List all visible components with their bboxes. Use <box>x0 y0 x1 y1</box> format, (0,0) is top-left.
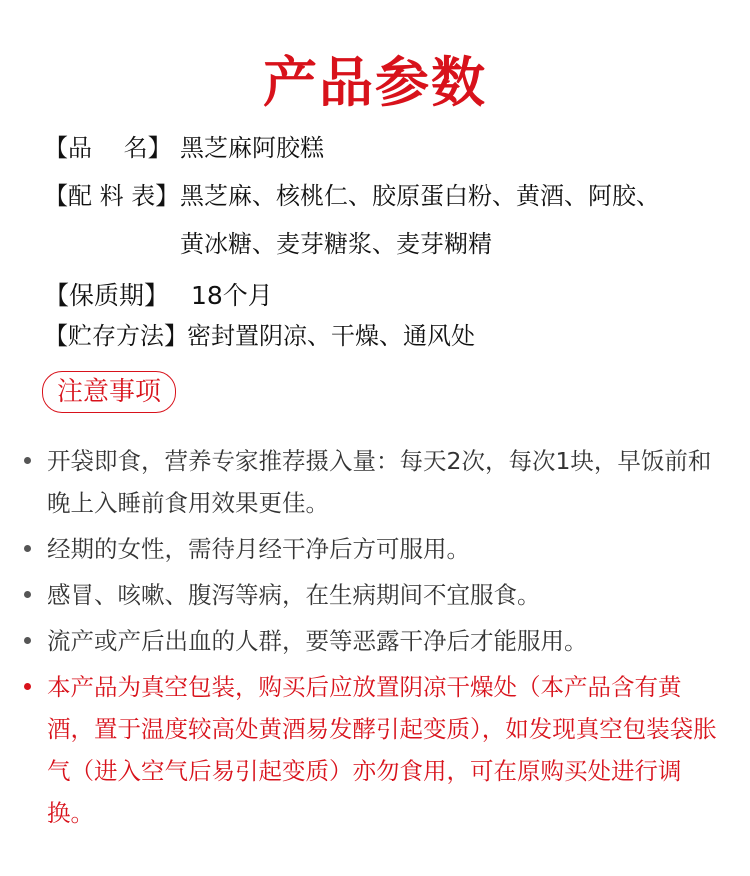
param-storage <box>44 316 475 351</box>
param-name-value: 黑芝麻阿胶糕 <box>180 134 324 162</box>
notice-item-warning <box>24 666 724 834</box>
bullet-dot-icon <box>24 637 31 644</box>
notice-item <box>24 620 724 662</box>
param-ingredients <box>44 176 660 211</box>
notice-text: 流产或产后出血的人群，要等恶露干净后才能服用。 <box>47 627 588 655</box>
param-name <box>44 128 324 163</box>
page-title: 产品参数 <box>263 50 487 114</box>
bullet-dot-icon <box>24 457 31 464</box>
param-ingredients-label: 【配 料 表】 <box>44 182 180 210</box>
param-shelf-value: 18个月 <box>191 281 273 310</box>
notice-text: 经期的女性，需待月经干净后方可服用。 <box>47 535 470 563</box>
param-storage-label: 【贮存方法】 <box>44 322 188 350</box>
notice-item <box>24 440 724 524</box>
notice-item <box>24 528 724 570</box>
notice-text: 本产品为真空包装，购买后应放置阴凉干燥处（本产品含有黄酒，置于温度较高处黄酒易发酵引起变质），如发现真空包装袋胀气（进入空气后易引起变质）亦勿食用，可在原购买处进行调换。 <box>47 673 717 827</box>
bullet-dot-icon <box>24 545 31 552</box>
param-ingredients-line1: 黑芝麻、核桃仁、胶原蛋白粉、黄酒、阿胶、 <box>180 182 660 210</box>
bullet-dot-icon <box>24 591 31 598</box>
param-shelf-life <box>44 276 273 312</box>
bullet-dot-icon <box>24 683 31 690</box>
param-name-label: 【品 名】 <box>44 134 172 162</box>
notice-text: 开袋即食，营养专家推荐摄入量：每天2次，每次1块，早饭前和晚上入睡前食用效果更佳。 <box>47 447 712 517</box>
notice-item <box>24 574 724 616</box>
param-storage-value: 密封置阴凉、干燥、通风处 <box>187 322 475 350</box>
param-shelf-label: 【保质期】 <box>44 281 170 310</box>
param-ingredients-line2: 黄冰糖、麦芽糖浆、麦芽糊精 <box>180 230 492 258</box>
notice-text: 感冒、咳嗽、腹泻等病，在生病期间不宜服食。 <box>47 581 541 609</box>
notice-list <box>24 440 724 838</box>
notice-badge: 注意事项 <box>42 371 176 413</box>
